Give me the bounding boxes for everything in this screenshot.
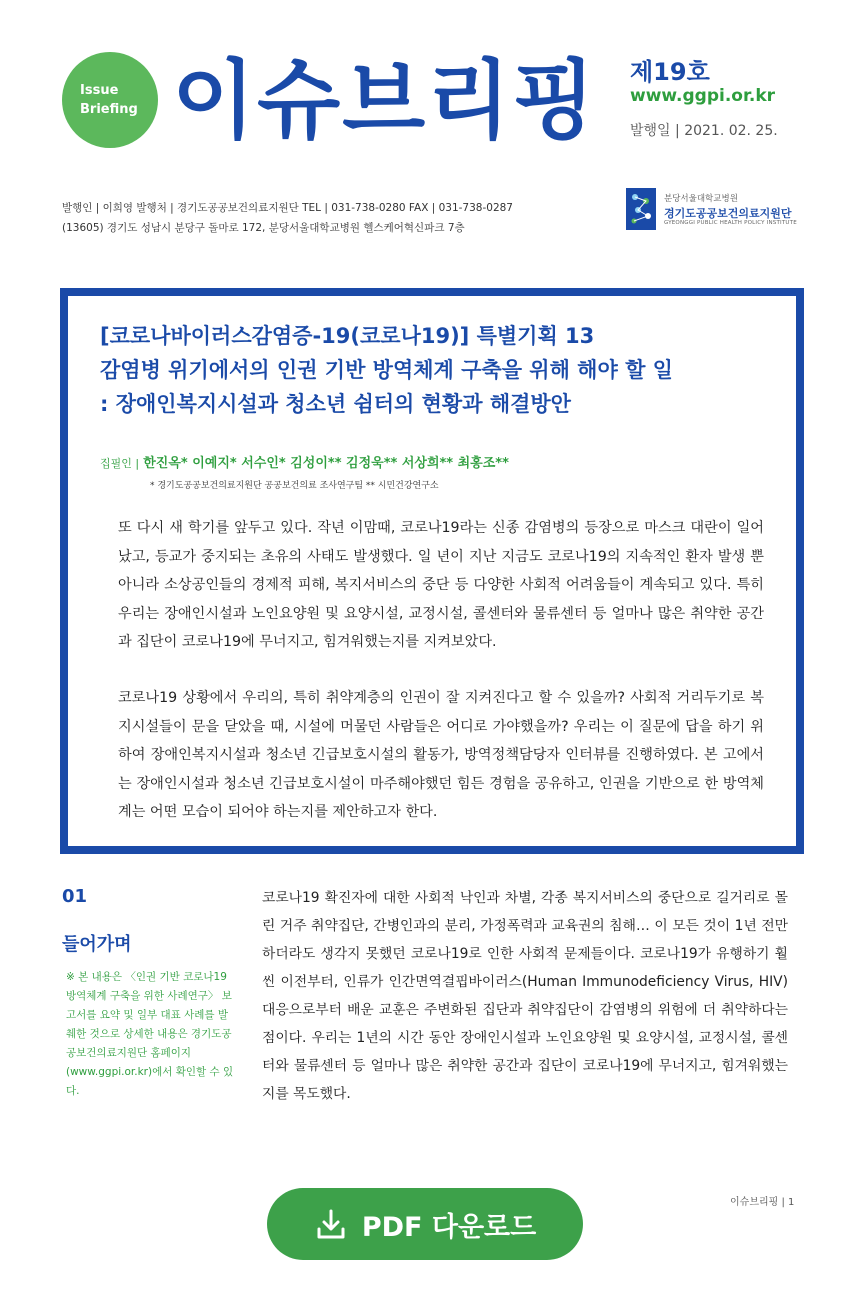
- publish-date: 발행일 | 2021. 02. 25.: [630, 123, 778, 139]
- summary-paragraph-1: 또 다시 새 학기를 앞두고 있다. 작년 이맘때, 코로나19라는 신종 감염병의 등장으로 마스크 대란이 일어났고, 등교가 중지되는 초유의 사태도 발생했다. 일 년이 지난 지금도 코로나19의 지속적인 환자 발생 뿐 아니라 소상공인들의 경제적 피해, 복지서비스의 중단 등 다양한 사회적 어려움들이 계속되고 있다. 특히 우리는 장애인시설과 노인요양원 및 요양시설, 교정시설, 콜센터와 물류센터 등 얼마나 많은 취약한 공간과 집단이 코로나19에 무너지고, 힘겨워했는지를 지켜보았다.: [118, 520, 764, 651]
- article-title-line3: : 장애인복지시설과 청소년 쉼터의 현황과 해결방안: [100, 392, 571, 416]
- authors-names: 한진옥* 이예지* 서수인* 김성이** 김정욱** 서상희** 최홍조**: [143, 456, 509, 471]
- issue-briefing-badge: [62, 52, 158, 148]
- page-label: 이슈브리핑 | 1: [730, 1197, 795, 1208]
- frame-left-border-upper: [60, 288, 68, 566]
- section-number: 01: [62, 886, 88, 907]
- org-english-name: GYEONGGI PUBLIC HEALTH POLICY INSTITUTE: [664, 220, 797, 226]
- download-icon: [314, 1207, 348, 1241]
- authors-prefix: 집필인 |: [100, 457, 140, 470]
- frame-right-border-upper: [796, 288, 804, 566]
- authors-line: [100, 452, 509, 471]
- section-body: 코로나19 확진자에 대한 사회적 낙인과 차별, 각종 복지서비스의 중단으로 길거리로 몰린 거주 취약집단, 간병인과의 분리, 가정폭력과 교육권의 침해… 이 모든 것이 1년 전만 하더라도 생각지 못했던 코로나19로 인한 사회적 문제들이다. 코로나19가 유행하기 훨씬 이전부터, 인류가 인간면역결핍바이러스(Human Immunodeficiency Virus, HIV) 대응으로부터 배운 교훈은 주변화된 집단과 취약집단이 감염병의 위험에 더 취약하다는 점이다. 우리는 1년의 시간 동안 장애인시설과 노인요양원 및 요양시설, 교정시설, 콜센터와 물류센터 등 얼마나 많은 취약한 공간과 집단이 코로나19에 무너지고, 힘겨워했는지를 목도했다.: [262, 890, 788, 1102]
- pdf-download-label: PDF 다운로드: [361, 1211, 537, 1243]
- publisher-address: (13605) 경기도 성남시 분당구 돌마로 172, 분당서울대학교병원 헬스케어혁신파크 7층: [62, 222, 465, 234]
- issue-number: 제19호: [630, 58, 710, 86]
- summary-paragraph-2: 코로나19 상황에서 우리의, 특히 취약계층의 인권이 잘 지켜진다고 할 수 있을까? 사회적 거리두기로 복지시설들이 문을 닫았을 때, 시설에 머물던 사람들은 어디로 가야했을까? 우리는 이 질문에 답을 하기 위하여 장애인복지시설과 청소년 긴급보호시설의 활동가, 방역정책담당자 인터뷰를 진행하였다. 본 고에서는 장애인시설과 청소년 긴급보호시설이 마주해야했던 힘든 경험을 공유하고, 인권을 기반으로 한 방역체계는 어떤 모습이 되어야 하는지를 제안하고자 한다.: [118, 690, 764, 821]
- author-affiliation: * 경기도공공보건의료지원단 공공보건의료 조사연구팀 ** 시민건강연구소: [150, 481, 439, 491]
- institute-logo-icon: [626, 188, 656, 230]
- publisher-info: 발행인 | 이희영 발행처 | 경기도공공보건의료지원단 TEL | 031-738-0280 FAX | 031-738-0287: [62, 202, 513, 214]
- publication-title: 이슈브리핑: [172, 51, 598, 151]
- frame-bottom-border: [60, 846, 804, 854]
- org-parent: 분당서울대학교병원: [664, 194, 738, 204]
- badge-line1: Issue: [80, 83, 119, 98]
- side-note: ※ 본 내용은 〈인권 기반 코로나19 방역체계 구축을 위한 사례연구〉 보고서를 요약 및 일부 대표 사례를 발췌한 것으로 상세한 내용은 경기도공공보건의료지원단 홈페이지(www.ggpi.or.kr)에서 확인할 수 있다.: [66, 971, 234, 1097]
- article-title-line1: [코로나바이러스감염증-19(코로나19)] 특별기획 13: [100, 324, 595, 348]
- section-title: 들어가며: [62, 934, 132, 955]
- org-name: 경기도공공보건의료지원단: [664, 207, 792, 220]
- badge-line2: Briefing: [80, 102, 138, 117]
- frame-top-border: [60, 288, 804, 296]
- website-link[interactable]: www.ggpi.or.kr: [630, 86, 776, 106]
- frame-left-border-lower: [60, 544, 68, 854]
- frame-right-border-lower: [796, 544, 804, 854]
- pdf-download-button[interactable]: [267, 1188, 583, 1260]
- article-title-line2: 감염병 위기에서의 인권 기반 방역체계 구축을 위해 해야 할 일: [100, 358, 673, 382]
